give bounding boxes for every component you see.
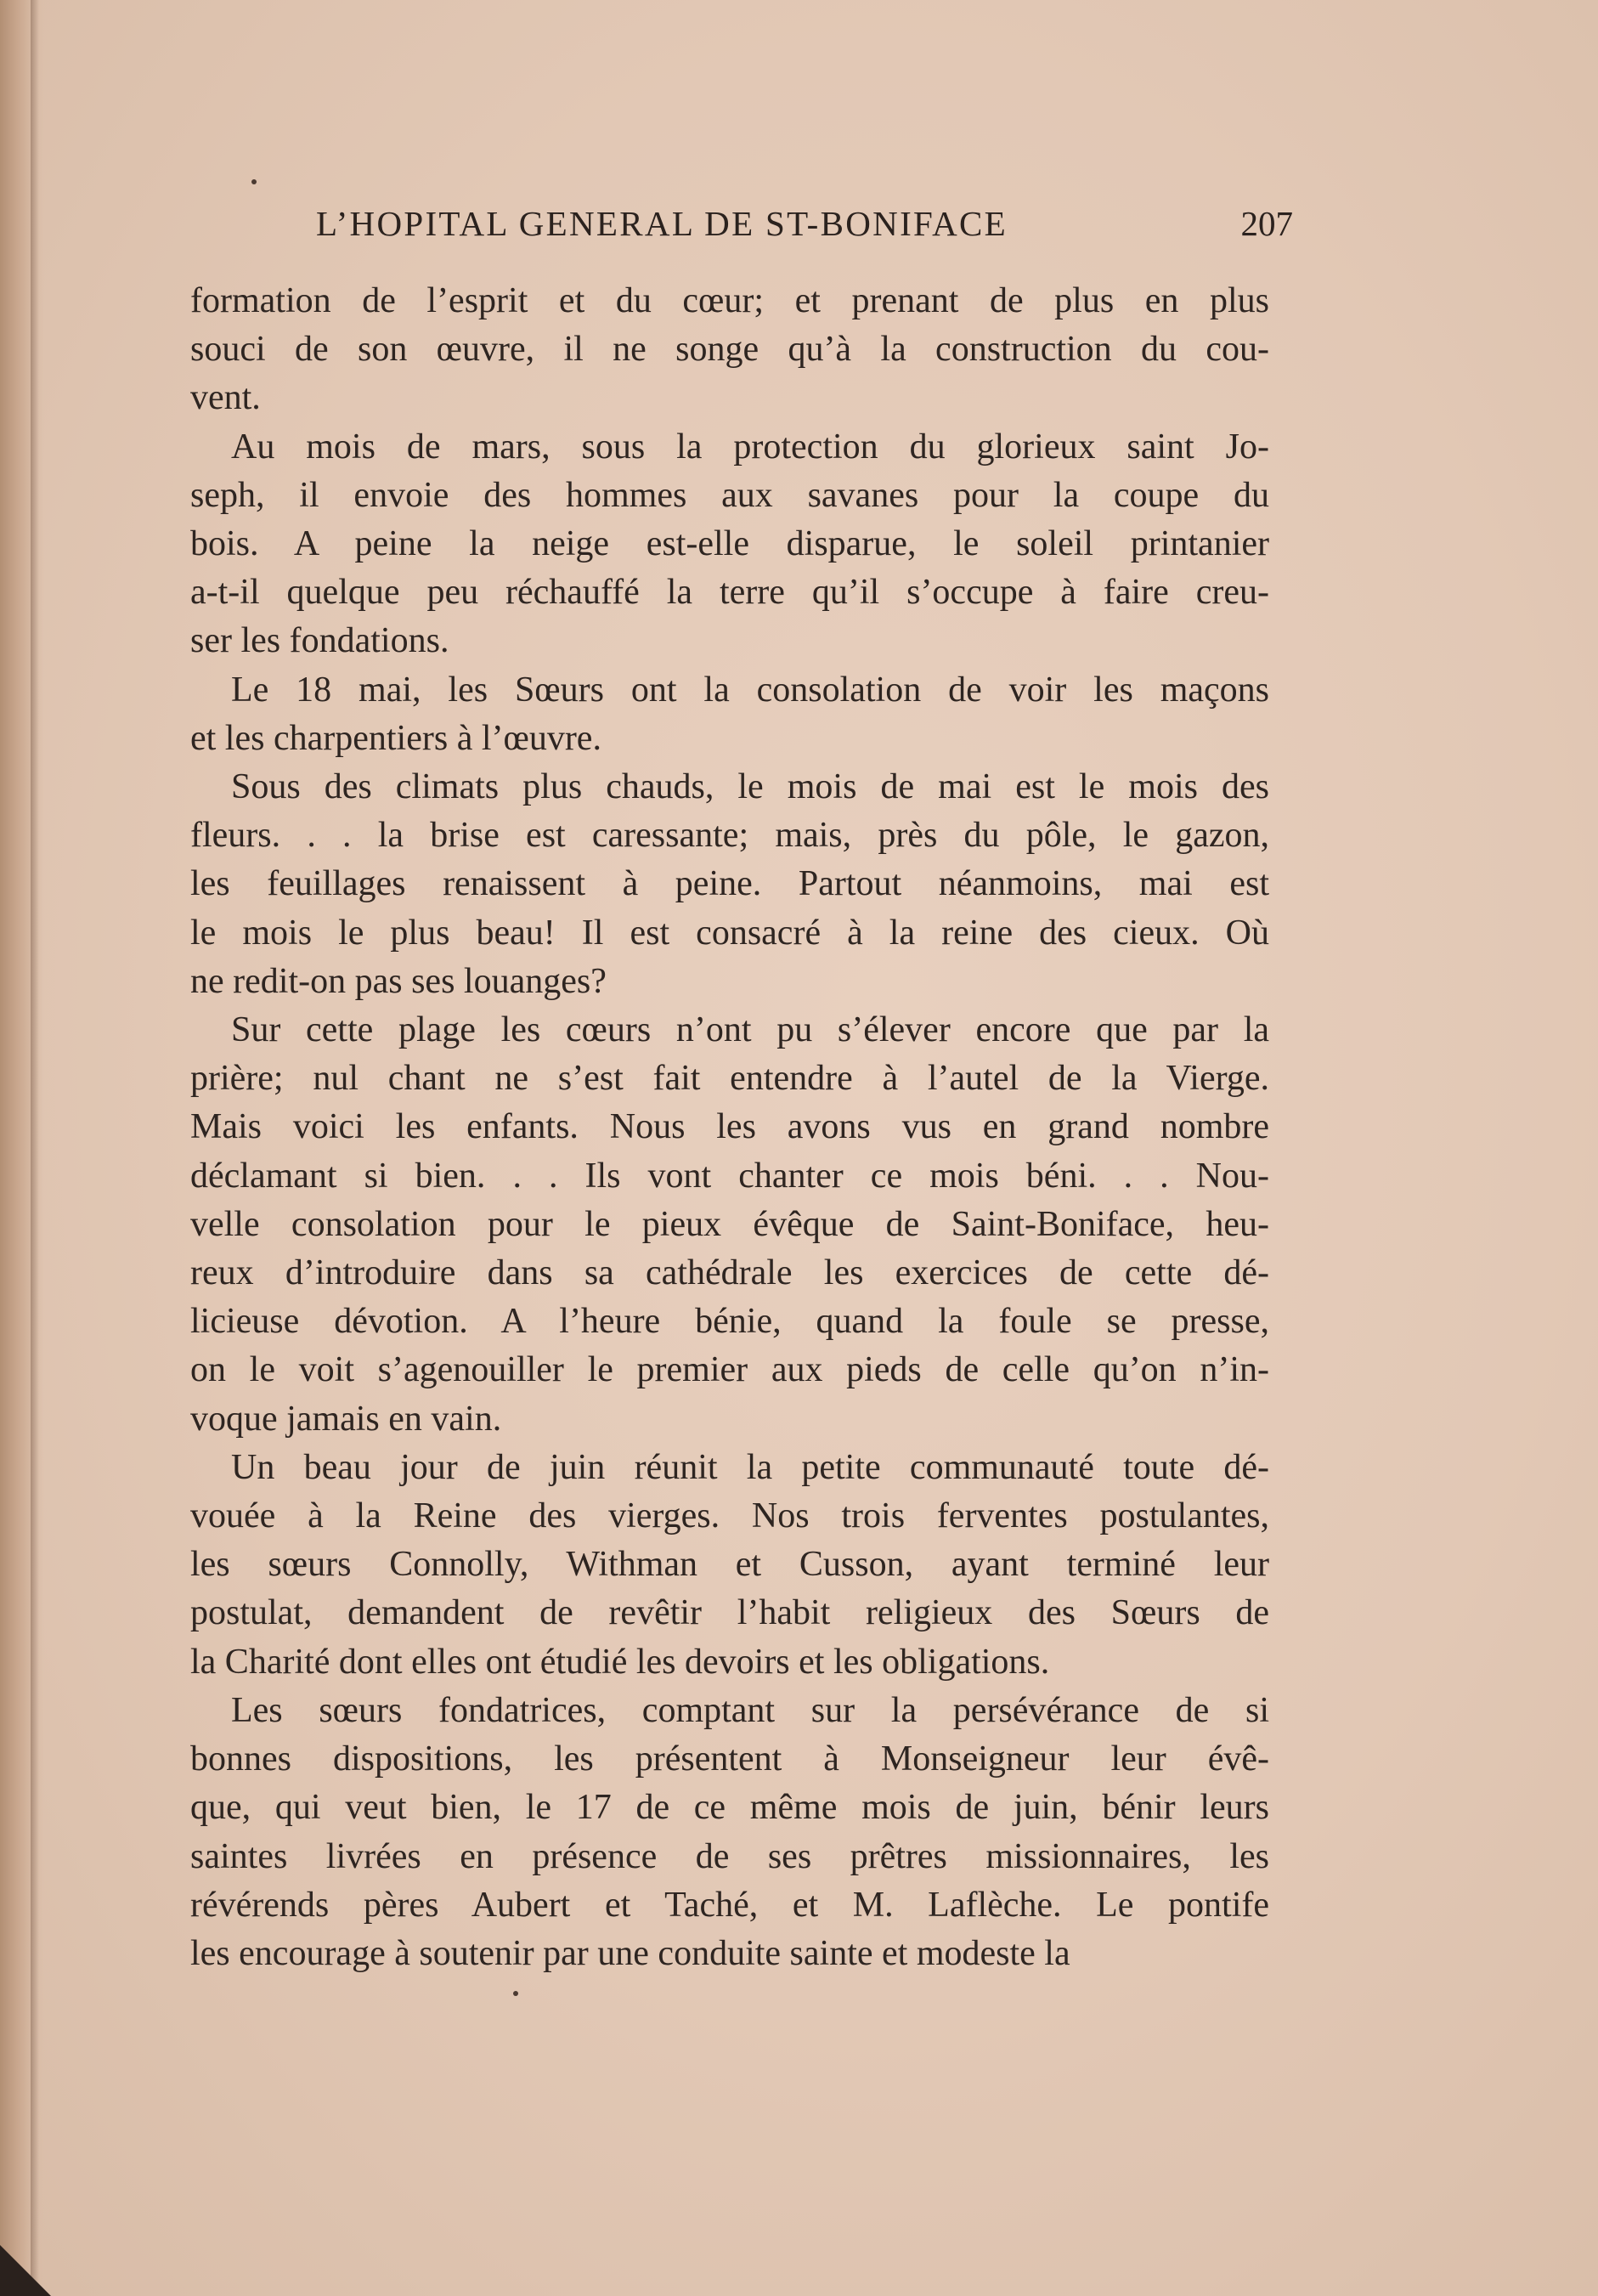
text-line: voque jamais en vain. <box>190 1399 502 1439</box>
gutter-shadow <box>31 0 39 2296</box>
paragraph <box>190 1444 1269 1687</box>
text-line: postulat, demandent de revêtir l’habit religieux des Sœurs de <box>190 1593 1269 1633</box>
text-line: fleurs. . . la brise est caressante; mais, près du pôle, le gazon, <box>190 816 1269 856</box>
text-line: bonnes dispositions, les présentent à Monseigneur leur évê- <box>190 1739 1269 1779</box>
text-line: que, qui veut bien, le 17 de ce même mois de juin, bénir leurs <box>190 1788 1269 1828</box>
text-line: saintes livrées en présence de ses prêtres missionnaires, les <box>190 1836 1269 1876</box>
text-line: velle consolation pour le pieux évêque de Saint-Boniface, heu- <box>190 1204 1269 1244</box>
text-line: les feuillages renaissent à peine. Partout néanmoins, mai est <box>190 864 1269 904</box>
paragraph <box>190 666 1269 763</box>
text-line: ne redit-on pas ses louanges? <box>190 961 607 1001</box>
text-line: Le 18 mai, les Sœurs ont la consolation de voir les maçons <box>231 670 1269 710</box>
paper-speck <box>513 1991 518 1996</box>
text-line: prière; nul chant ne s’est fait entendre à l’autel de la Vierge. <box>190 1059 1269 1099</box>
text-line: on le voit s’agenouiller le premier aux pieds de celle qu’on n’in- <box>190 1350 1269 1390</box>
paragraph <box>190 277 1269 423</box>
body-text <box>190 277 1269 1978</box>
text-line: Sur cette plage les cœurs n’ont pu s’élever encore que par la <box>231 1010 1269 1050</box>
text-line: vent. <box>190 378 261 418</box>
text-line: Les sœurs fondatrices, comptant sur la persévérance de si <box>231 1690 1269 1730</box>
paragraph <box>190 763 1269 1006</box>
text-line: déclamant si bien. . . Ils vont chanter ce mois béni. . . Nou- <box>190 1156 1269 1196</box>
paragraph <box>190 1687 1269 1978</box>
text-line: ser les fondations. <box>190 621 449 661</box>
corner-mark <box>0 2245 51 2296</box>
text-line: le mois le plus beau! Il est consacré à la reine des cieux. Où <box>190 913 1269 953</box>
page-number: 207 <box>1240 204 1293 243</box>
text-line: vouée à la Reine des vierges. Nos trois ferventes postulantes, <box>190 1496 1269 1536</box>
text-line: licieuse dévotion. A l’heure bénie, quand la foule se presse, <box>190 1302 1269 1342</box>
text-line: et les charpentiers à l’œuvre. <box>190 718 601 758</box>
text-line: les sœurs Connolly, Withman et Cusson, ayant terminé leur <box>190 1545 1269 1585</box>
text-line: reux d’introduire dans sa cathédrale les exercices de cette dé- <box>190 1253 1269 1293</box>
text-line: seph, il envoie des hommes aux savanes pour la coupe du <box>190 475 1269 515</box>
text-line: bois. A peine la neige est-elle disparue, le soleil printanier <box>190 524 1269 564</box>
text-line: Au mois de mars, sous la protection du glorieux saint Jo- <box>231 427 1269 467</box>
text-line: Mais voici les enfants. Nous les avons vus en grand nombre <box>190 1107 1269 1147</box>
text-line: révérends pères Aubert et Taché, et M. Laflèche. Le pontife <box>190 1885 1269 1925</box>
text-line: Sous des climats plus chauds, le mois de mai est le mois des <box>231 767 1269 807</box>
text-line: souci de son œuvre, il ne songe qu’à la construction du cou- <box>190 330 1269 370</box>
text-line: Un beau jour de juin réunit la petite communauté toute dé- <box>231 1447 1269 1487</box>
text-line: les encourage à soutenir par une conduite sainte et modeste la <box>190 1933 1070 1973</box>
text-line: formation de l’esprit et du cœur; et prenant de plus en plus <box>190 281 1269 320</box>
running-header-title: L’HOPITAL GENERAL DE ST-BONIFACE <box>316 204 1008 243</box>
text-line: la Charité dont elles ont étudié les devoirs et les obligations. <box>190 1642 1050 1682</box>
paragraph <box>190 423 1269 666</box>
running-header <box>316 194 1293 253</box>
text-line: a-t-il quelque peu réchauffé la terre qu’il s’occupe à faire creu- <box>190 573 1269 613</box>
paragraph <box>190 1006 1269 1444</box>
paper-speck <box>251 179 257 184</box>
